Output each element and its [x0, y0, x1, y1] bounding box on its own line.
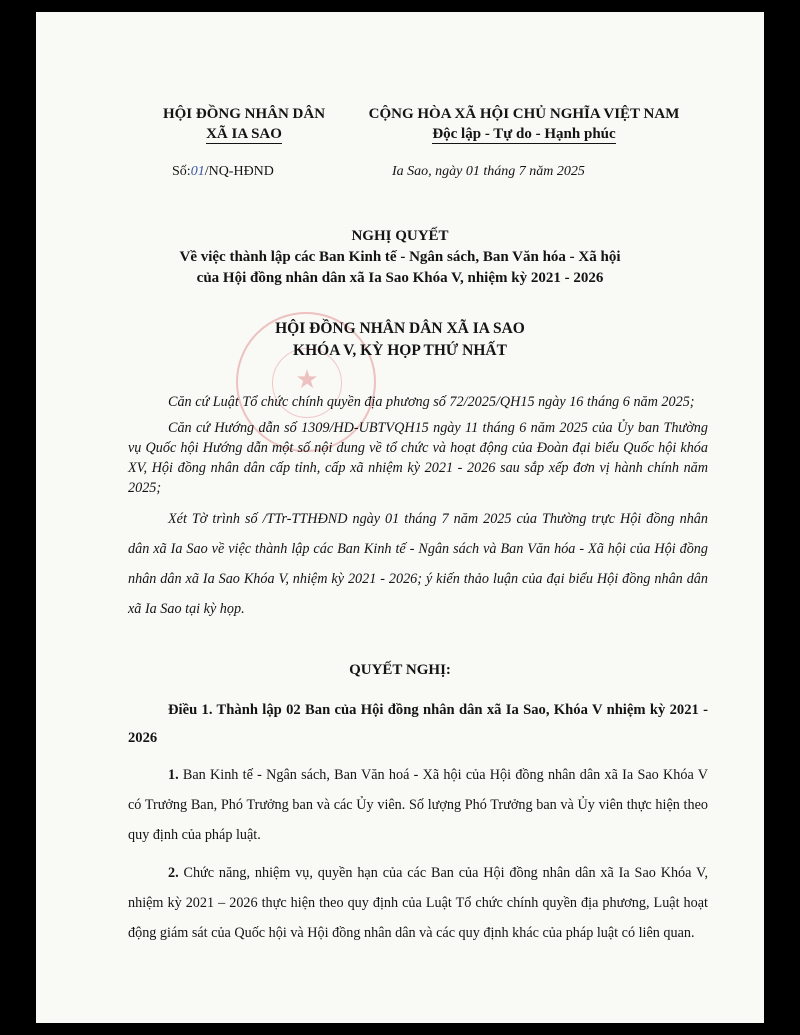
document-title — [36, 226, 764, 289]
decision-heading: QUYẾT NGHỊ: — [349, 662, 451, 678]
document-number — [172, 164, 274, 180]
clause-1-number: 1. — [168, 767, 179, 783]
national-motto: Độc lập - Tự do - Hạnh phúc — [432, 126, 616, 142]
subject-line-2: của Hội đồng nhân dân xã Ia Sao Khóa V, nhiệm kỳ 2021 - 2026 — [196, 270, 604, 286]
org-sub-name: XÃ IA SAO — [206, 126, 282, 142]
seal-star-icon: ★ — [295, 365, 319, 395]
clause-1-text: Ban Kinh tế - Ngân sách, Ban Văn hoá - Xã hội của Hội đồng nhân dân xã Ia Sao Khóa V có Trưởng Ban, Phó Trưởng ban và các Ủy viên. Số lượng Phó Trưởng ban và Ủy viên thực hiện theo quy định của pháp luật. — [128, 767, 708, 843]
document-page — [36, 12, 764, 1023]
article-1-clause-1 — [128, 760, 708, 850]
article-1-title: Điều 1. Thành lập 02 Ban của Hội đồng nhân dân xã Ia Sao, Khóa V nhiệm kỳ 2021 - 2026 — [128, 702, 708, 746]
doc-no-value: 01 — [190, 164, 205, 179]
council-line-1: HỘI ĐỒNG NHÂN DÂN XÃ IA SAO — [275, 320, 525, 337]
document-header — [36, 104, 764, 144]
legal-basis-1: Căn cứ Luật Tổ chức chính quyền địa phương số 72/2025/QH15 ngày 16 tháng 6 năm 2025; — [168, 394, 695, 410]
doc-no-prefix: Số: — [172, 164, 191, 179]
doc-type: NGHỊ QUYẾT — [351, 228, 449, 244]
issuing-organization — [144, 104, 344, 144]
council-heading — [36, 318, 764, 362]
article-1-clause-2 — [128, 858, 708, 948]
council-line-2: KHÓA V, KỲ HỌP THỨ NHẤT — [293, 342, 507, 359]
legal-bases — [128, 392, 708, 624]
legal-basis-2: Căn cứ Hướng dẫn số 1309/HD-UBTVQH15 ngày 11 tháng 6 năm 2025 của Ủy ban Thường vụ Quốc hội Hướng dẫn một số nội dung về tổ chức và hoạt động của Đoàn đại biểu Quốc hội khóa XV, Hội đồng nhân dân cấp tỉnh, cấp xã nhiệm kỳ 2021 - 2026 sau sắp xếp đơn vị hành chính năm 2025; — [128, 420, 708, 496]
nation-name: CỘNG HÒA XÃ HỘI CHỦ NGHĨA VIỆT NAM — [368, 106, 680, 122]
subject-line-1: Về việc thành lập các Ban Kinh tế - Ngân sách, Ban Văn hóa - Xã hội — [179, 249, 621, 265]
clause-2-text: Chức năng, nhiệm vụ, quyền hạn của các Ban của Hội đồng nhân dân xã Ia Sao Khóa V, nhiệm kỳ 2021 – 2026 thực hiện theo quy định của Luật Tổ chức chính quyền địa phương, Luật hoạt động giám sát của Quốc hội và Hội đồng nhân dân và các quy định khác của pháp luật có liên quan. — [128, 865, 708, 941]
legal-basis-3: Xét Tờ trình số /TTr-TTHĐND ngày 01 tháng 7 năm 2025 của Thường trực Hội đồng nhân dân xã Ia Sao về việc thành lập các Ban Kinh tế - Ngân sách và Ban Văn hóa - Xã hội của Hội đồng nhân dân xã Ia Sao Khóa V, nhiệm kỳ 2021 - 2026; ý kiến thảo luận của đại biểu Hội đồng nhân dân xã Ia Sao tại kỳ họp. — [128, 511, 708, 617]
national-heading — [348, 104, 700, 144]
org-name: HỘI ĐỒNG NHÂN DÂN — [162, 106, 326, 122]
clause-2-number: 2. — [168, 865, 179, 881]
place-date-line: Ia Sao, ngày 01 tháng 7 năm 2025 — [392, 164, 585, 179]
doc-no-suffix: /NQ-HĐND — [204, 164, 274, 179]
